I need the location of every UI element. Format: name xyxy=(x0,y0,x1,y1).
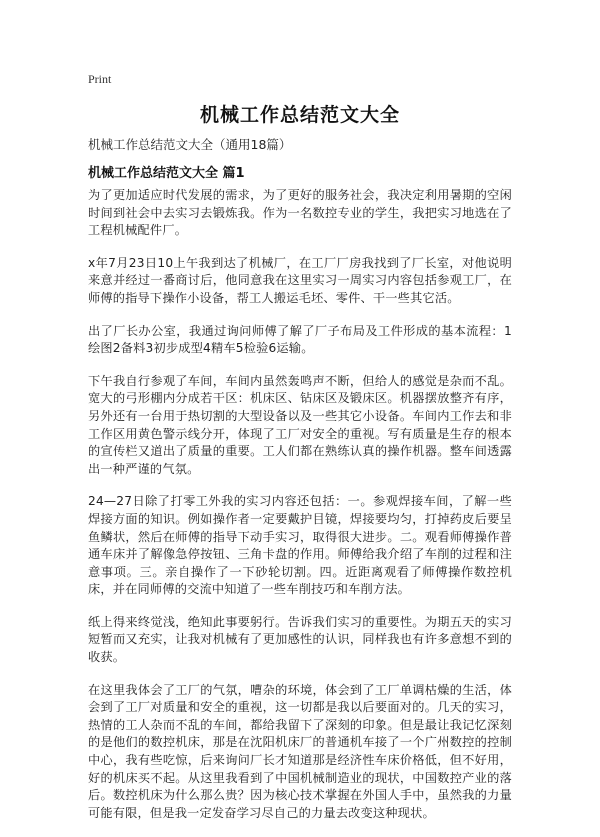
print-link[interactable]: Print xyxy=(88,72,112,86)
paragraph-6: 纸上得来终觉浅，绝知此事要躬行。告诉我们实习的重要性。为期五天的实习短暂而又充实，让我对机械有了更加感性的认识，同样我也有许多意想不到的收获。 xyxy=(88,614,512,665)
paragraph-7: 在这里我体会了工厂的气氛，嘈杂的环境，体会到了工厂单调枯燥的生活，体会到了工厂对质量和安全的重视，这一切都是我以后要面对的。几天的实习，热情的工人杂而不乱的车间，都给我留下了深刻的印象。但是最让我记忆深刻的是他们的数控机床，那是在沈阳机床厂的普通机车接了一个广州数控的控制中心，我有些吃惊，后来询问厂长才知道那是经济性车床价格低，但不好用，好的机床买不起。从这里我看到了中国机械制造业的现状，中国数控产业的落后。数控机床为什么那么贵？因为核心技术掌握在外国人手中，虽然我的力量可能有限，但是我一定发奋学习尽自己的力量去改变这种现状。 xyxy=(88,682,512,820)
paragraph-3: 出了厂长办公室，我通过询问师傅了解了厂子布局及工件形成的基本流程：1绘图2备料3初步成型4精车5检验6运输。 xyxy=(88,323,512,356)
document-title: 机械工作总结范文大全 xyxy=(199,104,400,126)
section-heading: 机械工作总结范文大全 篇1 xyxy=(88,166,245,181)
paragraph-1: 为了更加适应时代发展的需求，为了更好的服务社会，我决定利用暑期的空闲时间到社会中去实习去锻炼我。作为一名数控专业的学生，我把实习地选在了工程机械配件厂。 xyxy=(88,188,512,238)
document-body xyxy=(88,187,512,837)
paragraph-4: 下午我自行参观了车间，车间内虽然轰鸣声不断，但给人的感觉是杂而不乱。宽大的弓形棚内分成若干区：机床区、钻床区及锻床区。机器摆放整齐有序，另外还有一台用于热切割的大型设备以及一些其它小设备。车间内工作去和非工作区用黄色警示线分开，体现了工厂对安全的重视。写有质量是生存的根本的宣传栏又道出了质量的重要。工人们都在熟练认真的操作机器。整车间透露出一种严谨的气氛。 xyxy=(88,373,512,476)
paragraph-2: x年7月23日10上午我到达了机械厂，在工厂厂房我找到了厂长室，对他说明来意并经过一番商讨后，他同意我在这里实习一周实习内容包括参观工厂，在师傅的指导下操作小设备，帮工人搬运毛坯、零件、干一些其它活。 xyxy=(88,255,512,305)
document-subtitle: 机械工作总结范文大全（通用18篇） xyxy=(88,137,292,152)
paragraph-5: 24—27日除了打零工外我的实习内容还包括：一。参观焊接车间，了解一些焊接方面的知识。例如操作者一定要戴护目镜，焊接要均匀，打掉药皮后要呈鱼鳞状，然后在师傅的指导下动手实习，取得很大进步。二。观看师傅操作普通车床并了解像急停按钮、三角卡盘的作用。师傅给我介绍了车削的过程和注意事项。三。亲自操作了一下砂轮切割。四。近距离观看了师傅操作数控机床，并在同师傅的交流中知道了一些车削技巧和车削方法。 xyxy=(88,494,512,597)
